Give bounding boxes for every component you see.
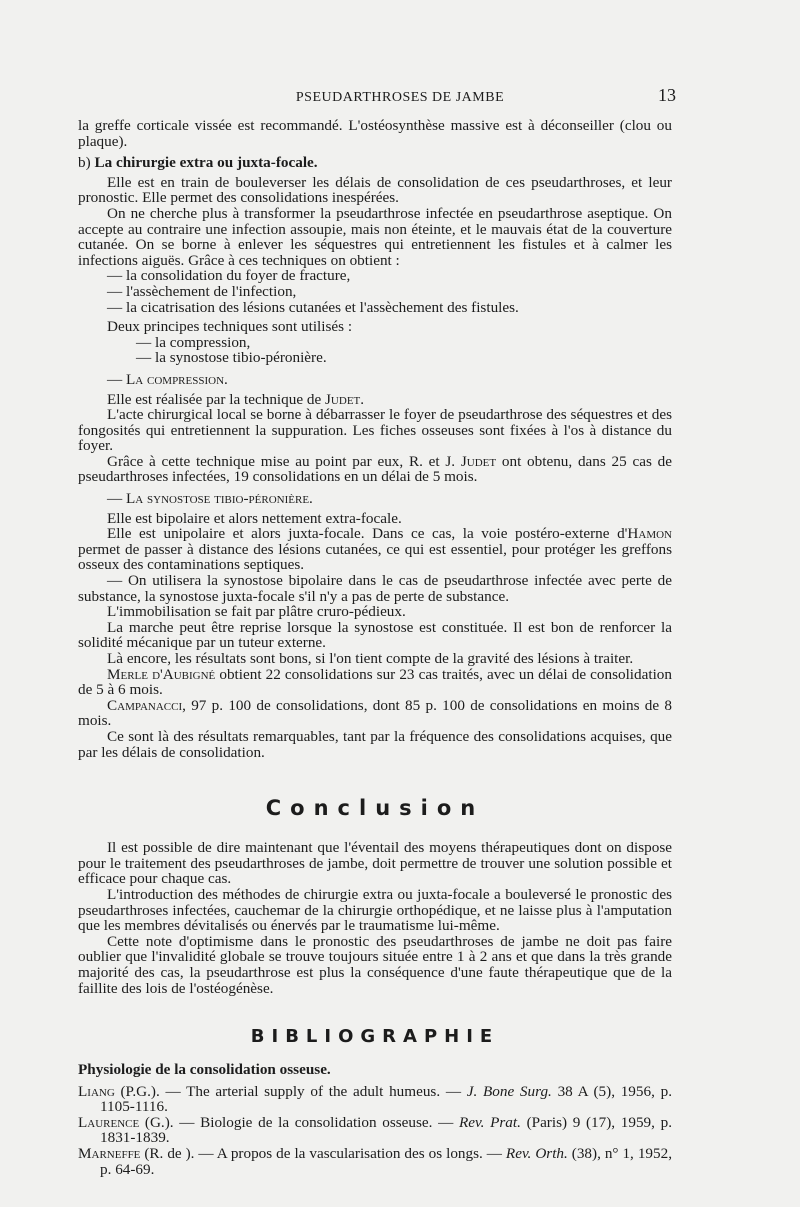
subsection-title: La compression. (125, 370, 228, 388)
author-name: Judet (325, 390, 361, 408)
bibliography-entry (78, 1115, 672, 1146)
journal-name: J. Bone Surg. (466, 1082, 552, 1100)
intro-paragraph: la greffe corticale vissée est recommandé. L'ostéosynthèse massive est à déconseiller (clou ou plaque). (78, 117, 672, 150)
conclusion-heading: Conclusion (265, 796, 485, 821)
main-text (78, 118, 672, 1177)
paragraph: — On utilisera la synostose bipolaire dans le cas de pseudarthrose infectée avec perte de substance, la synostose juxta-focale s'il n'y a pas de perte de substance. (78, 572, 672, 605)
text: , 97 p. 100 de consolidations, dont 85 p. 100 de consolidations en moins de 8 mois. (78, 696, 672, 730)
list-item: — la cicatrisation des lésions cutanées et l'assèchement des fistules. (107, 298, 519, 316)
text: (R. de ). — A propos de la vascularisation des os longs. — (140, 1145, 506, 1163)
synostose-heading (78, 491, 672, 507)
author-name: Judet (460, 452, 497, 470)
paragraph: On ne cherche plus à transformer la pseudarthrose infectée en pseudarthrose aseptique. On accepte au contraire une infection assoupie, mais non éteinte, et le mauvais état de la couverture cutanée. On se borne à enlever les séquestres qui entretiennent les fistules et à calmer les infections aiguës. Grâce à ces techniques on obtient : (78, 204, 672, 269)
journal-name: Rev. Prat. (458, 1113, 521, 1131)
author-name: Campanacci (107, 696, 183, 714)
section-marker: b) (78, 154, 91, 172)
text: 38 A (5), 1956, p. 1105-1116. (100, 1082, 672, 1116)
author-name: Marneffe (78, 1145, 141, 1163)
dash: — (107, 370, 126, 388)
paragraph: L'immobilisation se fait par plâtre cruro-pédieux. (107, 603, 406, 621)
text: (P.G.). — The arterial supply of the adult humeus. — (114, 1082, 467, 1100)
compression-heading (78, 372, 672, 388)
author-name: Laurence (78, 1113, 140, 1131)
paragraph: L'introduction des méthodes de chirurgie extra ou juxta-focale a bouleversé le pronostic des pseudarthroses infectées, cauchemar de la chirurgie orthopédique, et ne laisse plus à l'amputation que les membres dévitalisés ou énervés par le traumatisme lui-même. (78, 885, 672, 935)
paragraph: Deux principes techniques sont utilisés : (107, 318, 353, 336)
section-title: La chirurgie extra ou juxta-focale. (94, 154, 318, 172)
paragraph: Ce sont là des résultats remarquables, tant par la fréquence des consolidations acquises, que par les délais de consolidation. (78, 727, 672, 761)
journal-name: Rev. Orth. (505, 1145, 568, 1163)
text: Elle est réalisée par la technique de (107, 390, 326, 408)
page-header (0, 85, 800, 108)
author-name: Liang (78, 1082, 115, 1100)
running-title: PSEUDARTHROSES DE JAMBE (295, 90, 505, 105)
text: (38), n° 1, 1952, p. 64-69. (100, 1145, 672, 1178)
text: Elle est unipolaire et alors juxta-focale. Dans ce cas, la voie postéro-externe d' (107, 525, 628, 543)
dash: — (107, 490, 126, 508)
paragraph (78, 392, 672, 408)
author-name: Hamon (627, 525, 672, 543)
bibliography-entry (78, 1146, 672, 1177)
bibliography-heading: BIBLIOGRAPHIE (250, 1026, 500, 1048)
text: permet de passer à distance des lésions cutanées, ce qui est essentiel, pour protéger les greffons osseux des contaminations septiques. (78, 540, 672, 574)
paragraph: Il est possible de dire maintenant que l'éventail des moyens thérapeutiques dont on dispose pour le traitement des pseudarthroses de jambe, doit permettre de trouver une solution possible et efficace pour chaque cas. (78, 839, 672, 888)
text: obtient 22 consolidations sur 23 cas traités, avec un délai de consolidation de 5 à 6 mois. (78, 665, 672, 699)
text: ont obtenu, dans 25 cas de pseudarthroses infectées, 19 consolidations en un délai de 5 mois. (78, 452, 673, 486)
paragraph: Elle est bipolaire et alors nettement extra-focale. (107, 509, 402, 527)
paragraph (78, 667, 672, 698)
list-item: — la compression, (136, 333, 251, 351)
text: (Paris) 9 (17), 1959, p. 1831-1839. (100, 1113, 672, 1147)
paragraph: Là encore, les résultats sont bons, si l'on tient compte de la gravité des lésions à traiter. (107, 650, 634, 667)
list-item: — l'assèchement de l'infection, (107, 282, 297, 300)
text: Grâce à cette technique mise au point par eux, R. et J. (107, 452, 461, 470)
bibliography-subheading: Physiologie de la consolidation osseuse. (78, 1061, 331, 1079)
paragraph (78, 698, 672, 729)
paragraph: L'acte chirurgical local se borne à débarrasser le foyer de pseudarthrose des séquestres et des fongosités qui entretiennent la suppuration. Les fiches osseuses sont fixées à l'os à distance du foyer. (78, 406, 672, 455)
list-item: — la consolidation du foyer de fracture, (107, 267, 351, 285)
page-number: 13 (658, 85, 676, 105)
section-b-heading (78, 155, 672, 171)
text: (G.). — Biologie de la consolidation osseuse. — (139, 1113, 459, 1131)
paragraph: La marche peut être reprise lorsque la synostose est constituée. Il est bon de renforcer la solidité mécanique par un tuteur externe. (78, 618, 672, 652)
paragraph (78, 454, 672, 485)
subsection-title: La synostose tibio-péronière. (125, 490, 313, 508)
paragraph: Elle est en train de bouleverser les délais de consolidation de ces pseudarthroses, et leur pronostic. Elle permet des consolidations inespérées. (78, 173, 672, 207)
paragraph: Cette note d'optimisme dans le pronostic des pseudarthroses de jambe ne doit pas faire oublier que l'invalidité globale se trouve toujours située entre 1 à 2 ans et que dans la très grande majorité des cas, la pseudarthrose est plus la conséquence d'une faute thérapeutique que de la faillite des lois de l'ostéogénèse. (78, 932, 672, 997)
text: . (360, 390, 365, 408)
author-name: Merle d'Aubigné (107, 665, 216, 683)
bibliography-entry (78, 1084, 672, 1115)
paragraph (78, 526, 672, 573)
list-item: — la synostose tibio-péronière. (136, 349, 327, 367)
